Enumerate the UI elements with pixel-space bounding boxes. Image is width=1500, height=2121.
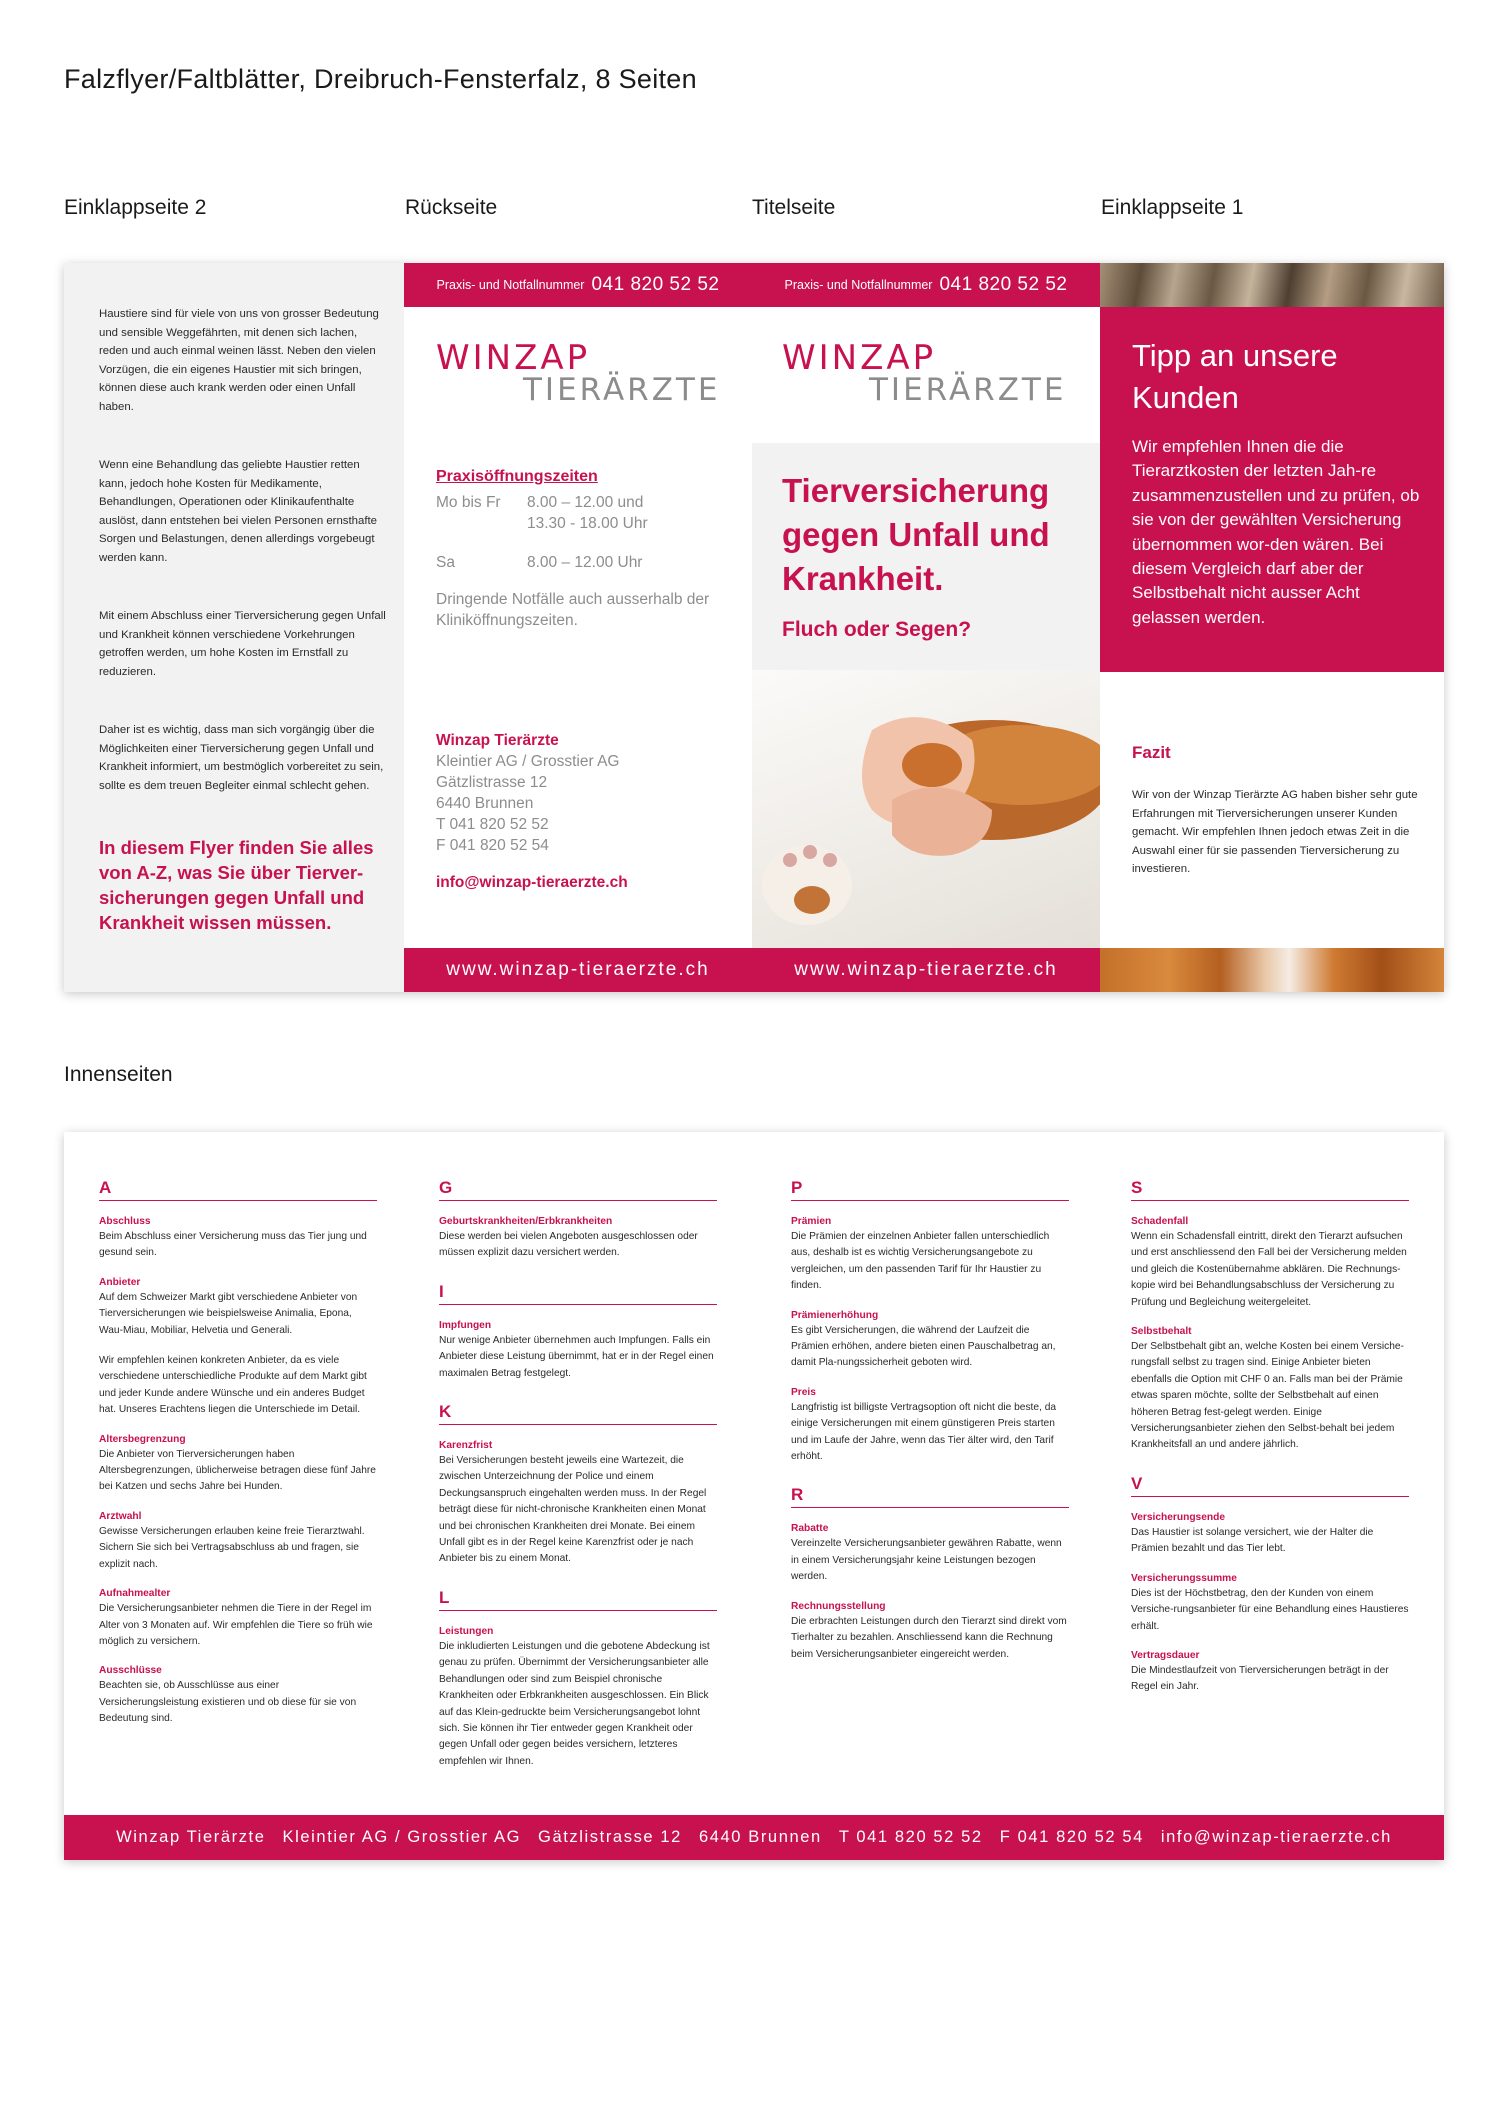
glossary-definition: Gewisse Versicherungen erlauben keine freie Tierarztwahl. Sichern Sie sich bei Vertragsabschluss ab und fragen, sie explizit nach. (99, 1525, 365, 1570)
inner-spread (64, 1132, 1444, 1860)
fazit-title: Fazit (1132, 743, 1171, 762)
emergency-note: Dringende Notfälle auch ausserhalb der Kliniköffnungszeiten. (436, 591, 710, 629)
website-bar[interactable]: www.winzap-tieraerzte.ch (752, 948, 1100, 992)
glossary-definition: Die Prämien der einzelnen Anbieter fallen unterschiedlich aus, deshalb ist es wichtig Versicherungsangebote zu vergleichen, um den passenden Tarif für Ihr Haustier zu finden. (791, 1231, 1050, 1292)
address-line: 6440 Brunnen (436, 795, 534, 812)
glossary-term: Altersbegrenzung (99, 1433, 186, 1445)
address-line: Kleintier AG / Grosstier AG (436, 753, 620, 770)
glossary-term: Ausschlüsse (99, 1665, 162, 1677)
glossary-term: Leistungen (439, 1625, 494, 1637)
glossary-definition: Die Versicherungsanbieter nehmen die Tiere in der Regel im Alter von 3 Monaten auf. Wir empfehlen die Tiere so früh wie möglich zu versichern. (99, 1603, 373, 1647)
hours-times (527, 492, 648, 534)
emergency-label: Praxis- und Notfallnummer (436, 278, 585, 292)
intro-paragraph-3: Mit einem Abschluss einer Tierversicherung gegen Unfall und Krankheit können verschiedene Vorkehrungen getroffen werden, um hohe Kosten im Ernstfall zu reduzieren. (99, 610, 386, 678)
cover-photo-paws-hands (752, 670, 1100, 948)
footer-bar (64, 1815, 1444, 1860)
footer-email[interactable]: info@winzap-tieraerzte.ch (1160, 1828, 1392, 1846)
label-rueckseite: Rückseite (405, 196, 498, 219)
fur-photo-bottom (1100, 948, 1444, 992)
hours-time-line: 8.00 – 12.00 und (527, 494, 644, 511)
contact-block (436, 730, 736, 892)
footer-branch: Kleintier AG / Grosstier AG (282, 1828, 522, 1846)
footer-phone: T 041 820 52 52 (838, 1828, 983, 1846)
glossary-letter: A (99, 1178, 377, 1201)
emergency-number-bar (752, 263, 1100, 307)
glossary-definition: Die erbrachten Leistungen durch den Tierarzt sind direkt vom Tierhalter zu bezahlen. Anschliessend kann die Rechnung beim Versicherungsanbieter eingereicht werden. (791, 1615, 1067, 1660)
glossary-definition: Langfristig ist billigste Vertragsoption oft nicht die beste, da einige Versicherungen mit einem günstigeren Preis starten und im Laufe der Jahre, wenn das Tier älter wird, den Tarif erhöht. (791, 1401, 1057, 1463)
footer-company: Winzap Tierärzte (116, 1828, 266, 1846)
hours-time-line: 13.30 - 18.00 Uhr (527, 515, 648, 532)
glossary-definition: Bei Versicherungen besteht jeweils eine Wartezeit, die zwischen Unterzeichnung der Police und einem Deckungsanspruch eingehalten werden muss. In der Regel beträgt diese für nicht-chronische Krankheiten einen Monat und bei chronischen Krankheiten drei Monate. Bei einem Unfall gibt es in der Regel keine Karenzfrist oder je nach Anbieter bis zu einem Monat. (439, 1455, 707, 1565)
footer-street: Gätzlistrasse 12 (538, 1828, 682, 1846)
logo-winzap: WINZAP (436, 338, 591, 378)
hours-title: Praxisöffnungszeiten (436, 468, 598, 485)
hours-row-saturday (436, 552, 736, 573)
glossary-column (99, 1178, 377, 1728)
glossary-letter: L (439, 1588, 717, 1611)
glossary-term: Versicherungssumme (1131, 1572, 1237, 1584)
website-bar[interactable]: www.winzap-tieraerzte.ch (404, 948, 752, 992)
label-innenseiten: Innenseiten (64, 1063, 173, 1086)
logo (436, 338, 721, 408)
glossary-letter: P (791, 1178, 1069, 1201)
hours-day: Mo bis Fr (436, 494, 501, 511)
intro-text (99, 305, 389, 935)
intro-paragraph-1: Haustiere sind für viele von uns von grosser Bedeutung und sensible Weggefährten, mit denen sich lachen, reden und auch einmal weinen lässt. Neben den vielen Vorzügen, die ein eigenes Haustier mit sich bringen, können diese auch krank werden oder einen Unfall haben. (99, 308, 379, 413)
hours-time-line: 8.00 – 12.00 Uhr (527, 554, 643, 571)
logo-winzap: WINZAP (782, 338, 937, 378)
cover-subhead: Fluch oder Segen? (782, 618, 972, 641)
fazit-body: Wir von der Winzap Tierärzte AG haben bisher sehr gute Erfahrungen mit Tierversicherungen unserer Kunden gemacht. Wir empfehlen Ihnen jedoch etwas Zeit in die Auswahl einer für sie passenden Tierversicherung zu investieren. (1132, 789, 1418, 875)
footer-fax: F 041 820 52 54 (999, 1828, 1144, 1846)
label-titelseite: Titelseite (752, 196, 836, 219)
glossary-column (439, 1178, 717, 1770)
glossary-letter: G (439, 1178, 717, 1201)
glossary-definition: Beim Abschluss einer Versicherung muss das Tier jung und gesund sein. (99, 1231, 367, 1259)
glossary-term: Arztwahl (99, 1510, 142, 1522)
glossary-term: Impfungen (439, 1319, 492, 1331)
intro-paragraph-4: Daher ist es wichtig, dass man sich vorgängig über die Möglichkeiten einer Tierversicherung gegen Unfall und Krankheit informiert, um bestmöglich vorbereitet zu sein, sollte es dem treuen Begleiter einmal schlecht gehen. (99, 724, 384, 792)
intro-paragraph-2: Wenn eine Behandlung das geliebte Haustier retten kann, jedoch hohe Kosten für Medikamente, Behandlungen, Operationen oder Klinikaufenthalte auslöst, dann entstehen bei vielen Personen ernsthafte Sorgen und Belastungen, denen allerdings vorgebeugt werden kann. (99, 459, 377, 564)
glossary-definition: Wenn ein Schadensfall eintritt, direkt den Tierarzt aufsuchen und erst anschliessend den Fall bei der Versicherung melden und gleich die Kostenübernahme abklären. Die Rechnungs-kopie wird bei Behandlungsabschluss der Versicherung zu Prüfung und Begleichung weitergeleitet. (1131, 1231, 1407, 1308)
outer-spread (64, 263, 1444, 992)
label-einklappseite-1: Einklappseite 1 (1101, 196, 1244, 219)
logo-tieraerzte: TIERÄRZTE (869, 372, 1067, 408)
emergency-label: Praxis- und Notfallnummer (784, 278, 933, 292)
glossary-letter: I (439, 1282, 717, 1305)
logo-tieraerzte: TIERÄRZTE (523, 372, 721, 408)
glossary-term: Prämien (791, 1216, 832, 1227)
page-title: Falzflyer/Faltblätter, Dreibruch-Fensterfalz, 8 Seiten (64, 64, 697, 94)
email-link[interactable]: info@winzap-tieraerzte.ch (436, 874, 628, 891)
glossary-definition: Dies ist der Höchstbetrag, den der Kunden von einem Versiche-rungsanbieter für eine Behandlung eines Haustieres erhält. (1131, 1587, 1409, 1632)
hours-day: Sa (436, 554, 455, 571)
glossary-term: Vertragsdauer (1131, 1649, 1200, 1661)
glossary-term: Karenzfrist (439, 1440, 493, 1452)
glossary-term: Aufnahmealter (99, 1588, 171, 1600)
panel-titelseite (752, 263, 1100, 992)
tip-title: Tipp an unsere Kunden (1132, 338, 1338, 415)
glossary-term: Anbieter (99, 1276, 141, 1288)
phone-line: T 041 820 52 52 (436, 816, 549, 833)
glossary-term: Versicherungsende (1131, 1511, 1225, 1523)
paw-in-hands-illustration (752, 670, 1100, 948)
cover-headline: Tierversicherung gegen Unfall und Krankheit. (782, 472, 1050, 597)
tip-body: Wir empfehlen Ihnen die die Tierarztkosten der letzten Jah-re zusammenzustellen und zu prüfen, ob sie von der gewählten Versicherung übernommen wor-den wären. Bei diesem Vergleich darf aber der Selbstbehalt nicht ausser Acht gelassen werden. (1132, 437, 1420, 627)
glossary-term: Rabatte (791, 1523, 829, 1535)
glossary-definition: Die Mindestlaufzeit von Tierversicherungen beträgt in der Regel ein Jahr. (1131, 1664, 1389, 1693)
glossary-definition: Der Selbstbehalt gibt an, welche Kosten bei einem Versiche-rungsfall selbst zu tragen sind. Einige Anbieter bieten ebenfalls die Option mit CHF 0 an. Falls man bei der Prämie etwas sparen möchte, sollte der Selbstbehalt auf einen höheren Betrag fest-gelegt werden. Einige Versicherungsanbieter ziehen den Selbst-behalt bei jedem Krankheitsfall an und andere jährlich. (1131, 1341, 1404, 1451)
label-einklappseite-2: Einklappseite 2 (64, 196, 207, 219)
glossary-definition: Es gibt Versicherungen, die während der Laufzeit die Prämien erhöhen, andere bieten einen Pauschalbetrag an, damit Pla-nungssicherheit geboten wird. (791, 1324, 1056, 1369)
panel-einklappseite-1 (1100, 263, 1444, 992)
glossary-letter: S (1131, 1178, 1409, 1201)
glossary-definition: Das Haustier ist solange versichert, wie der Halter die Prämien bezahlt und das Tier lebt. (1131, 1526, 1374, 1555)
emergency-number: 041 820 52 52 (939, 274, 1068, 295)
glossary-term: Rechnungsstellung (791, 1600, 886, 1612)
emergency-number-bar (404, 263, 752, 307)
glossary-letter: R (791, 1485, 1069, 1508)
address-line: Gätzlistrasse 12 (436, 774, 548, 791)
glossary-definition: Beachten sie, ob Ausschlüsse aus einer Versicherungsleistung existieren und ob diese für sie von Bedeutung sind. (99, 1680, 357, 1725)
glossary-term: Selbstbehalt (1131, 1326, 1192, 1338)
glossary-column (1131, 1178, 1409, 1696)
glossary-definition: Nur wenige Anbieter übernehmen auch Impfungen. Falls ein Anbieter diese Leistung übernimmt, hat er in der Regel einen maximalen Betrag festgelegt. (439, 1334, 714, 1379)
glossary-definition: Die inkludierten Leistungen und die gebotene Abdeckung ist genau zu prüfen. Übernimmt der Versicherungsanbieter alle Behandlungen oder sind zum Beispiel chronische Krankheiten oder Erbkrankheiten ausgeschlossen. Ein Blick auf das Klein-gedruckte beim Versicherungsangebot lohnt sich. Sie können ihr Tier entweder gegen Krankheit oder gegen Unfall oder gegen beides versichern, letzteres empfehlen wir Ihnen. (439, 1640, 710, 1767)
fur-photo-top (1100, 263, 1444, 307)
title-box (752, 443, 1100, 670)
glossary-term: Schadenfall (1131, 1216, 1189, 1227)
opening-hours (436, 468, 736, 631)
glossary-column (791, 1178, 1069, 1663)
glossary-definition: Diese werden bei vielen Angeboten ausgeschlossen oder müssen explizit dazu versichert werden. (439, 1231, 698, 1259)
panel-rueckseite (404, 263, 752, 992)
glossary-definition: Die Anbieter von Tierversicherungen haben Altersbegrenzungen, üblicherweise betragen diese fünf Jahre bei Katzen und sechs Jahre bei Hunden. (99, 1448, 376, 1493)
glossary-term: Geburtskrankheiten/Erbkrankheiten (439, 1216, 613, 1227)
logo (782, 338, 1067, 408)
glossary-definition: Auf dem Schweizer Markt gibt verschiedene Anbieter von Tierversicherungen wie beispielsweise Animalia, Epona, Wau-Miau, Mobiliar, Helvetia und Generali. (99, 1291, 358, 1336)
emergency-number: 041 820 52 52 (591, 274, 720, 295)
footer-city: 6440 Brunnen (698, 1828, 822, 1846)
company-name: Winzap Tierärzte (436, 732, 559, 749)
glossary-letter: K (439, 1402, 717, 1425)
glossary-term: Preis (791, 1386, 816, 1398)
glossary-term: Prämienerhöhung (791, 1309, 879, 1321)
hours-row-weekdays (436, 492, 736, 534)
intro-callout: In diesem Flyer finden Sie alles von A-Z, was Sie über Tierver-sicherungen gegen Unfall und Krankheit wissen müssen. (99, 837, 374, 933)
glossary-letter: V (1131, 1474, 1409, 1497)
glossary-definition: Wir empfehlen keinen konkreten Anbieter, da es viele verschiedene unterschiedliche Produkte auf dem Markt gibt und jeder Kunde andere Wünsche und ein anderes Budget hat. Unseres Erachtens liegen die Unterschiede im Detail. (99, 1355, 367, 1416)
fax-line: F 041 820 52 54 (436, 837, 549, 854)
tip-box (1100, 307, 1444, 672)
glossary-term: Abschluss (99, 1216, 151, 1227)
panel-einklappseite-2 (64, 263, 404, 992)
glossary-definition: Vereinzelte Versicherungsanbieter gewähren Rabatte, wenn in einem Versicherungsjahr keine Leistungen bezogen werden. (791, 1538, 1062, 1583)
